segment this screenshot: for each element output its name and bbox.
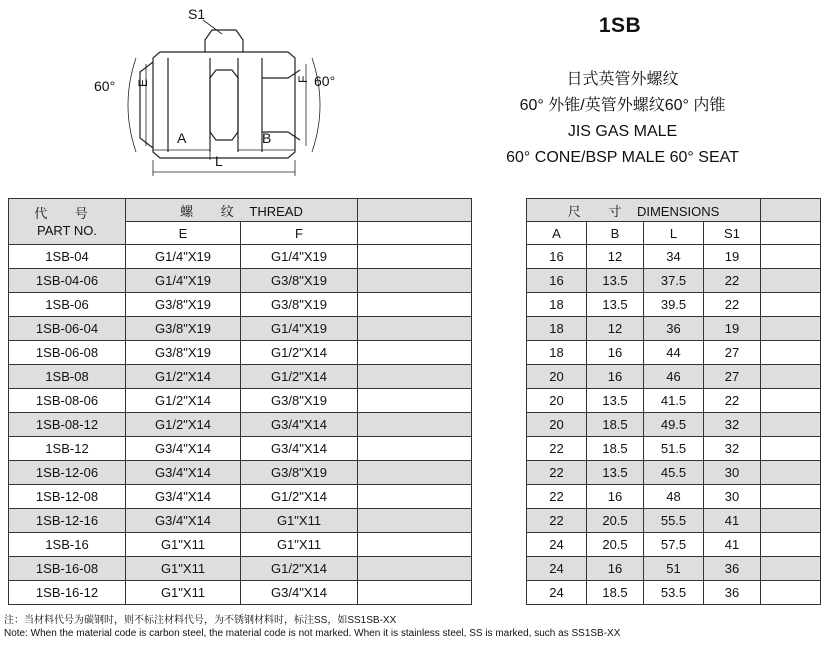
cell-part: 1SB-16 (9, 533, 126, 557)
cell-e: G1/4"X19 (126, 245, 241, 269)
blank-cell (358, 293, 472, 317)
blank-cell (761, 341, 821, 365)
cell-part: 1SB-12-06 (9, 461, 126, 485)
blank-cell (358, 245, 472, 269)
gap-cell (472, 485, 527, 509)
fitting-drawing (0, 0, 360, 190)
cell-f: G1/2"X14 (241, 485, 358, 509)
cell-s1: 36 (704, 581, 761, 605)
cell-b: 16 (587, 557, 644, 581)
cell-part: 1SB-08-12 (9, 413, 126, 437)
cell-s1: 41 (704, 533, 761, 557)
table-row (9, 245, 821, 269)
cell-l: 48 (644, 485, 704, 509)
blank-header (358, 199, 472, 222)
cell-s1: 19 (704, 245, 761, 269)
cell-a: 24 (527, 581, 587, 605)
cell-s1: 30 (704, 461, 761, 485)
cell-l: 49.5 (644, 413, 704, 437)
cell-e: G3/4"X14 (126, 509, 241, 533)
blank-cell (358, 461, 472, 485)
cell-a: 24 (527, 557, 587, 581)
blank-cell (761, 533, 821, 557)
cell-l: 51 (644, 557, 704, 581)
cell-f: G1/2"X14 (241, 557, 358, 581)
spec-table (8, 198, 821, 605)
col-header-blank-right (761, 222, 821, 245)
cell-s1: 22 (704, 389, 761, 413)
cell-a: 20 (527, 413, 587, 437)
cell-l: 45.5 (644, 461, 704, 485)
gap-cell (472, 199, 527, 222)
page-title: 1SB (598, 14, 642, 37)
cell-f: G3/8"X19 (241, 389, 358, 413)
col-header-a: A (527, 222, 587, 245)
blank-cell (761, 509, 821, 533)
cell-a: 24 (527, 533, 587, 557)
col-header-b: B (587, 222, 644, 245)
col-header-l: L (644, 222, 704, 245)
cell-part: 1SB-04-06 (9, 269, 126, 293)
cell-l: 57.5 (644, 533, 704, 557)
cell-e: G1"X11 (126, 581, 241, 605)
cell-f: G1/4"X19 (241, 317, 358, 341)
cell-s1: 22 (704, 293, 761, 317)
gap-cell (472, 437, 527, 461)
gap-cell (472, 461, 527, 485)
thread-header-cn: 螺 纹 (180, 203, 246, 219)
cell-a: 16 (527, 245, 587, 269)
gap-cell (472, 222, 527, 245)
blank-header-right (761, 199, 821, 222)
cell-s1: 32 (704, 437, 761, 461)
blank-cell (761, 389, 821, 413)
cell-a: 22 (527, 509, 587, 533)
gap-cell (472, 365, 527, 389)
cell-l: 39.5 (644, 293, 704, 317)
cell-part: 1SB-06 (9, 293, 126, 317)
cell-part: 1SB-06-08 (9, 341, 126, 365)
part-header (9, 199, 126, 245)
cell-b: 16 (587, 341, 644, 365)
table-row (9, 581, 821, 605)
cell-b: 13.5 (587, 389, 644, 413)
gap-cell (472, 389, 527, 413)
table-row (9, 365, 821, 389)
cell-s1: 27 (704, 365, 761, 389)
cell-b: 13.5 (587, 293, 644, 317)
cell-b: 18.5 (587, 437, 644, 461)
blank-cell (358, 389, 472, 413)
blank-cell (761, 461, 821, 485)
cell-l: 53.5 (644, 581, 704, 605)
col-header-s1: S1 (704, 222, 761, 245)
cell-f: G1/2"X14 (241, 341, 358, 365)
cell-f: G3/4"X14 (241, 581, 358, 605)
table-row (9, 533, 821, 557)
gap-cell (472, 533, 527, 557)
cell-l: 34 (644, 245, 704, 269)
blank-cell (761, 365, 821, 389)
table-row (9, 437, 821, 461)
table-row (9, 269, 821, 293)
b-label: B (262, 130, 272, 146)
cell-part: 1SB-16-08 (9, 557, 126, 581)
gap-cell (472, 293, 527, 317)
cell-e: G1/2"X14 (126, 413, 241, 437)
cell-b: 18.5 (587, 413, 644, 437)
cell-b: 18.5 (587, 581, 644, 605)
blank-cell (358, 581, 472, 605)
blank-cell (358, 365, 472, 389)
cell-l: 44 (644, 341, 704, 365)
hex-body (153, 52, 295, 158)
table-body (9, 245, 821, 605)
angle-left-label: 60° (94, 78, 116, 94)
header-row-2 (9, 222, 821, 245)
cell-b: 16 (587, 365, 644, 389)
table-row (9, 461, 821, 485)
s1-label: S1 (188, 6, 206, 22)
blank-cell (761, 245, 821, 269)
cell-a: 20 (527, 389, 587, 413)
cell-l: 51.5 (644, 437, 704, 461)
l-label: L (215, 153, 223, 169)
note-en: Note: When the material code is carbon steel, the material code is not marked. When it is stainless steel, SS is marked, such as SS1SB-XX (4, 628, 621, 639)
table-row (9, 341, 821, 365)
cell-a: 22 (527, 485, 587, 509)
cell-f: G1"X11 (241, 509, 358, 533)
blank-cell (358, 413, 472, 437)
cell-part: 1SB-16-12 (9, 581, 126, 605)
angle-right-label: 60° (314, 73, 336, 89)
blank-cell (761, 485, 821, 509)
cell-f: G3/8"X19 (241, 269, 358, 293)
cell-b: 12 (587, 317, 644, 341)
subtitle-line-2: 60° 外锥/英管外螺纹60° 内锥 (519, 97, 726, 114)
cell-l: 46 (644, 365, 704, 389)
blank-cell (358, 317, 472, 341)
gap-cell (472, 581, 527, 605)
cell-f: G3/8"X19 (241, 461, 358, 485)
blank-cell (358, 485, 472, 509)
cell-b: 13.5 (587, 461, 644, 485)
blank-cell (358, 341, 472, 365)
cell-e: G1/4"X19 (126, 269, 241, 293)
cell-l: 55.5 (644, 509, 704, 533)
top-lug (205, 30, 243, 52)
subtitle-line-4: 60° CONE/BSP MALE 60° SEAT (506, 149, 739, 166)
cell-f: G3/4"X14 (241, 437, 358, 461)
left-cone (140, 62, 153, 148)
e-label: E (136, 78, 150, 87)
cell-e: G1"X11 (126, 557, 241, 581)
dimensions-header-en: DIMENSIONS (636, 203, 720, 219)
part-header-en: PART NO. (37, 222, 97, 238)
col-header-blank (358, 222, 472, 245)
thread-header (126, 199, 358, 222)
cell-l: 37.5 (644, 269, 704, 293)
cell-part: 1SB-12-08 (9, 485, 126, 509)
gap-cell (472, 341, 527, 365)
blank-cell (358, 437, 472, 461)
cell-s1: 36 (704, 557, 761, 581)
cell-e: G3/4"X14 (126, 461, 241, 485)
gap-cell (472, 245, 527, 269)
cell-part: 1SB-04 (9, 245, 126, 269)
dimensions-header (527, 199, 761, 222)
cell-b: 20.5 (587, 509, 644, 533)
cell-a: 22 (527, 437, 587, 461)
cell-part: 1SB-08 (9, 365, 126, 389)
cell-part: 1SB-12-16 (9, 509, 126, 533)
cell-s1: 32 (704, 413, 761, 437)
cell-part: 1SB-06-04 (9, 317, 126, 341)
cell-f: G3/4"X14 (241, 413, 358, 437)
cell-s1: 22 (704, 269, 761, 293)
subtitle-line-3: JIS GAS MALE (567, 123, 678, 140)
thread-header-en: THREAD (249, 203, 303, 219)
cell-s1: 19 (704, 317, 761, 341)
cell-e: G1/2"X14 (126, 389, 241, 413)
header-row-1 (9, 199, 821, 222)
table-row (9, 317, 821, 341)
cell-e: G1/2"X14 (126, 365, 241, 389)
gap-cell (472, 269, 527, 293)
cell-e: G3/4"X14 (126, 485, 241, 509)
table-row (9, 293, 821, 317)
cell-f: G3/8"X19 (241, 293, 358, 317)
table-row (9, 485, 821, 509)
cell-part: 1SB-08-06 (9, 389, 126, 413)
blank-cell (358, 533, 472, 557)
cell-f: G1/4"X19 (241, 245, 358, 269)
gap-cell (472, 509, 527, 533)
cell-f: G1"X11 (241, 533, 358, 557)
cell-e: G3/4"X14 (126, 437, 241, 461)
table-row (9, 389, 821, 413)
blank-cell (358, 509, 472, 533)
cell-b: 12 (587, 245, 644, 269)
a-label: A (177, 130, 187, 146)
cell-l: 41.5 (644, 389, 704, 413)
cell-b: 20.5 (587, 533, 644, 557)
gap-cell (472, 317, 527, 341)
cell-e: G3/8"X19 (126, 317, 241, 341)
cell-s1: 30 (704, 485, 761, 509)
cell-a: 22 (527, 461, 587, 485)
cell-a: 16 (527, 269, 587, 293)
cell-b: 16 (587, 485, 644, 509)
table-row (9, 557, 821, 581)
note-cn: 注：当材料代号为碳钢时，则不标注材料代号，为不锈钢材料时，标注SS，如SS1SB-XX (4, 615, 397, 626)
blank-cell (761, 413, 821, 437)
table-row (9, 509, 821, 533)
blank-cell (761, 557, 821, 581)
blank-cell (761, 581, 821, 605)
notes (4, 614, 824, 640)
cell-a: 20 (527, 365, 587, 389)
cell-a: 18 (527, 341, 587, 365)
blank-cell (358, 557, 472, 581)
cell-s1: 27 (704, 341, 761, 365)
table-row (9, 413, 821, 437)
cell-e: G3/8"X19 (126, 293, 241, 317)
blank-cell (358, 269, 472, 293)
part-header-cn: 代 号 (34, 205, 100, 221)
cell-e: G1"X11 (126, 533, 241, 557)
cell-a: 18 (527, 317, 587, 341)
cell-b: 13.5 (587, 269, 644, 293)
gap-cell (472, 413, 527, 437)
blank-cell (761, 269, 821, 293)
blank-cell (761, 293, 821, 317)
gap-cell (472, 557, 527, 581)
subtitle-block (460, 67, 785, 171)
col-header-f: F (241, 222, 358, 245)
cell-s1: 41 (704, 509, 761, 533)
cell-f: G1/2"X14 (241, 365, 358, 389)
cell-a: 18 (527, 293, 587, 317)
dimensions-header-cn: 尺 寸 (567, 203, 634, 219)
cell-l: 36 (644, 317, 704, 341)
f-label: F (296, 75, 310, 83)
col-header-e: E (126, 222, 241, 245)
blank-cell (761, 437, 821, 461)
blank-cell (761, 317, 821, 341)
subtitle-line-1: 日式英管外螺纹 (566, 71, 679, 88)
cell-part: 1SB-12 (9, 437, 126, 461)
cell-e: G3/8"X19 (126, 341, 241, 365)
